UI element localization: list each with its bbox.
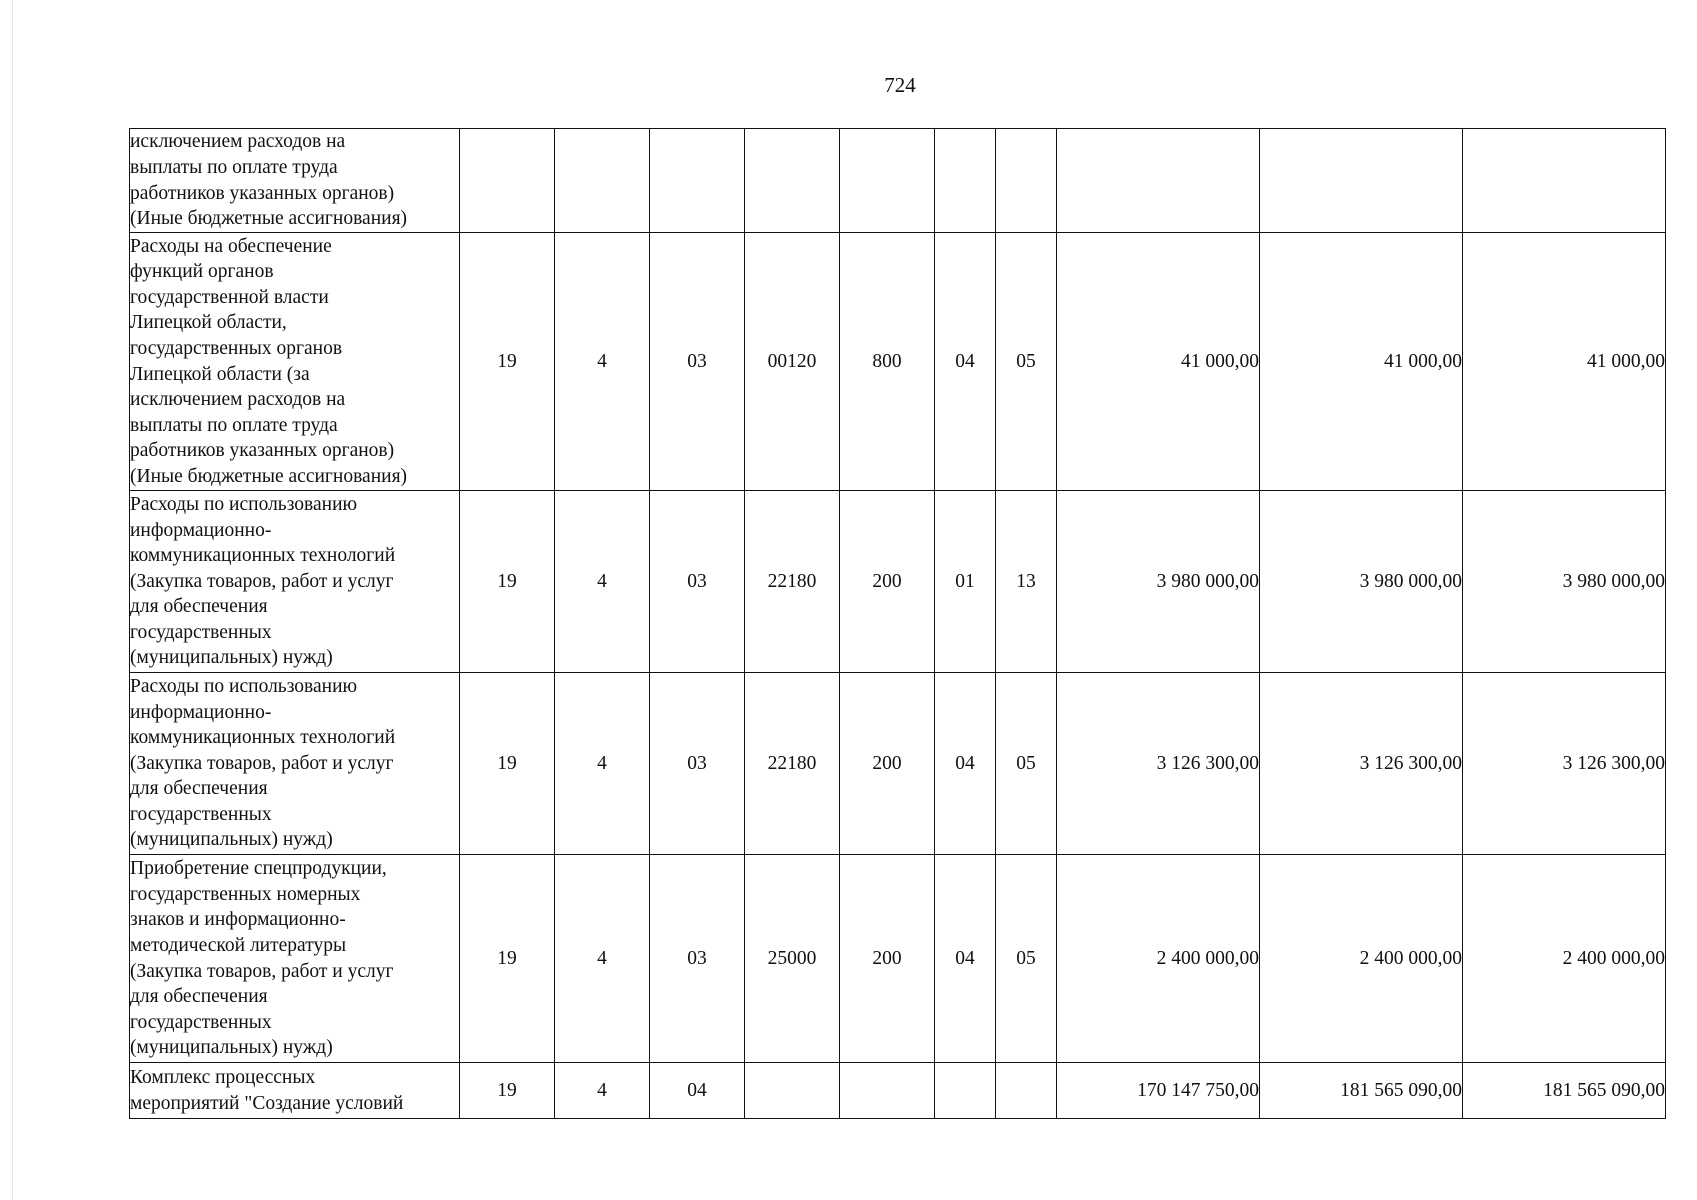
amount-col3: 3 980 000,00 — [1463, 491, 1666, 673]
table-row — [130, 855, 1666, 1063]
amount-col1: 3 126 300,00 — [1057, 673, 1260, 855]
amount-col3 — [1463, 129, 1666, 233]
cell-col7: 05 — [996, 855, 1057, 1063]
cell-col2 — [555, 129, 650, 233]
cell-col6: 04 — [935, 673, 996, 855]
cell-col6 — [935, 1063, 996, 1119]
cell-col6: 04 — [935, 233, 996, 491]
cell-col2: 4 — [555, 491, 650, 673]
cell-col5: 200 — [840, 673, 935, 855]
cell-col1: 19 — [460, 491, 555, 673]
cell-col4: 25000 — [745, 855, 840, 1063]
row-description: Расходы на обеспечение функций органов государственной власти Липецкой области, государственных органов Липецкой области (за исключением расходов на выплаты по оплате труда работников указанных органов) (Иные бюджетные ассигнования) — [130, 233, 460, 491]
amount-col3: 41 000,00 — [1463, 233, 1666, 491]
row-description: Приобретение спецпродукции, государственных номерных знаков и информационно- методической литературы (Закупка товаров, работ и услуг для обеспечения государственных (муниципальных) нужд) — [130, 855, 460, 1063]
row-description: Расходы по использованию информационно- коммуникационных технологий (Закупка товаров, работ и услуг для обеспечения государственных (муниципальных) нужд) — [130, 491, 460, 673]
amount-col1: 41 000,00 — [1057, 233, 1260, 491]
cell-col3: 03 — [650, 233, 745, 491]
cell-col4 — [745, 1063, 840, 1119]
cell-col7 — [996, 129, 1057, 233]
amount-col3: 3 126 300,00 — [1463, 673, 1666, 855]
amount-col1: 170 147 750,00 — [1057, 1063, 1260, 1119]
cell-col5: 200 — [840, 855, 935, 1063]
cell-col4: 22180 — [745, 491, 840, 673]
cell-col5 — [840, 129, 935, 233]
cell-col1: 19 — [460, 1063, 555, 1119]
cell-col5: 200 — [840, 491, 935, 673]
cell-col4: 00120 — [745, 233, 840, 491]
cell-col7: 05 — [996, 233, 1057, 491]
cell-col7: 05 — [996, 673, 1057, 855]
cell-col3: 03 — [650, 673, 745, 855]
amount-col2: 3 126 300,00 — [1260, 673, 1463, 855]
cell-col5 — [840, 1063, 935, 1119]
table-row — [130, 673, 1666, 855]
cell-col2: 4 — [555, 233, 650, 491]
cell-col1 — [460, 129, 555, 233]
scan-margin-line — [12, 0, 13, 1200]
amount-col3: 181 565 090,00 — [1463, 1063, 1666, 1119]
cell-col6 — [935, 129, 996, 233]
cell-col6: 01 — [935, 491, 996, 673]
cell-col7: 13 — [996, 491, 1057, 673]
table-row — [130, 233, 1666, 491]
amount-col2: 2 400 000,00 — [1260, 855, 1463, 1063]
cell-col1: 19 — [460, 855, 555, 1063]
table-row — [130, 129, 1666, 233]
amount-col2: 41 000,00 — [1260, 233, 1463, 491]
cell-col5: 800 — [840, 233, 935, 491]
cell-col4 — [745, 129, 840, 233]
cell-col2: 4 — [555, 673, 650, 855]
cell-col7 — [996, 1063, 1057, 1119]
row-description: Расходы по использованию информационно- коммуникационных технологий (Закупка товаров, работ и услуг для обеспечения государственных (муниципальных) нужд) — [130, 673, 460, 855]
page-number: 724 — [884, 73, 916, 97]
amount-col1: 2 400 000,00 — [1057, 855, 1260, 1063]
cell-col3: 04 — [650, 1063, 745, 1119]
amount-col2 — [1260, 129, 1463, 233]
amount-col1: 3 980 000,00 — [1057, 491, 1260, 673]
row-description: исключением расходов на выплаты по оплате труда работников указанных органов) (Иные бюджетные ассигнования) — [130, 129, 460, 233]
cell-col1: 19 — [460, 233, 555, 491]
cell-col4: 22180 — [745, 673, 840, 855]
table-row — [130, 1063, 1666, 1119]
cell-col6: 04 — [935, 855, 996, 1063]
table-row — [130, 491, 1666, 673]
cell-col2: 4 — [555, 1063, 650, 1119]
cell-col3: 03 — [650, 855, 745, 1063]
budget-table — [129, 128, 1666, 1119]
amount-col2: 181 565 090,00 — [1260, 1063, 1463, 1119]
amount-col1 — [1057, 129, 1260, 233]
cell-col1: 19 — [460, 673, 555, 855]
row-description: Комплекс процессных мероприятий "Создание условий — [130, 1063, 460, 1119]
cell-col2: 4 — [555, 855, 650, 1063]
cell-col3: 03 — [650, 491, 745, 673]
amount-col2: 3 980 000,00 — [1260, 491, 1463, 673]
amount-col3: 2 400 000,00 — [1463, 855, 1666, 1063]
cell-col3 — [650, 129, 745, 233]
